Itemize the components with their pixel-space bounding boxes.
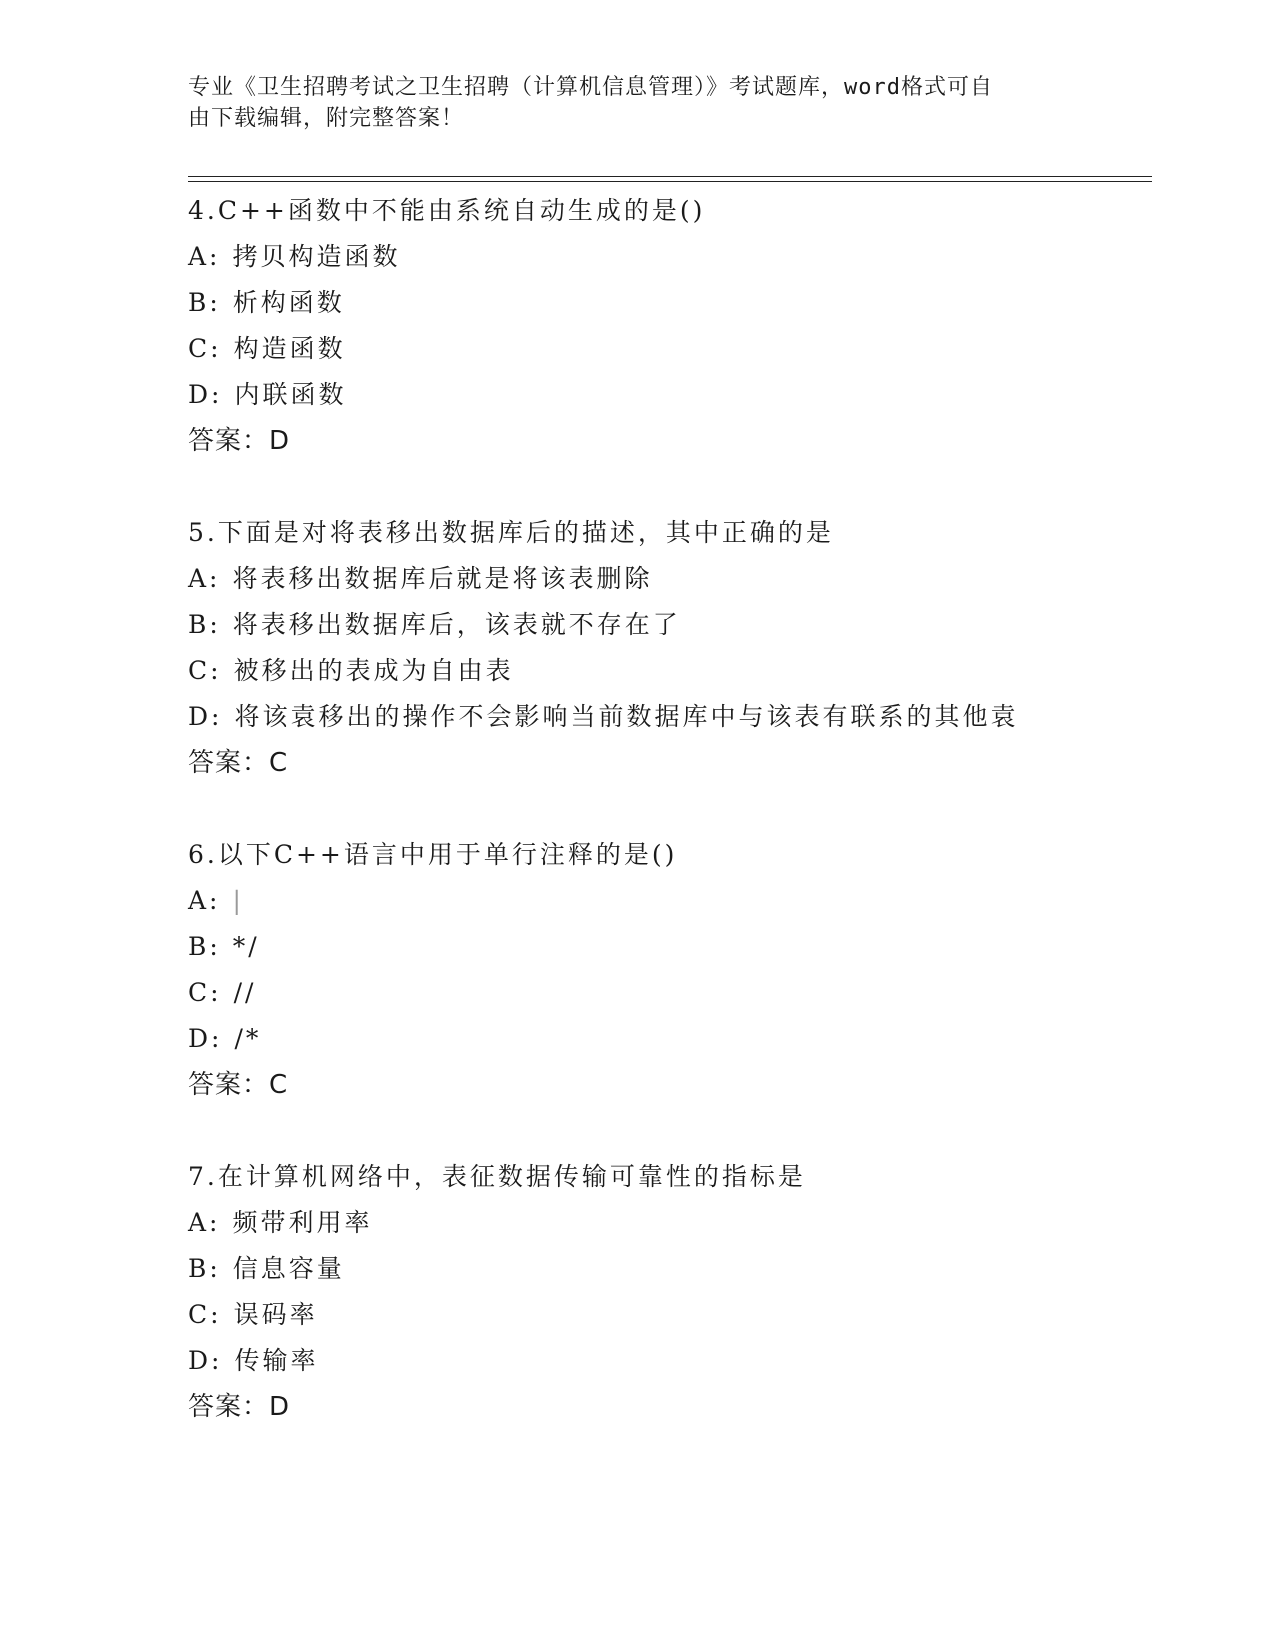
question-title: 7.在计算机网络中，表征数据传输可靠性的指标是	[188, 1162, 806, 1191]
option-a	[188, 878, 1148, 924]
question-5	[188, 510, 1148, 786]
option-text: 频带利用率	[232, 1208, 373, 1237]
header-line-1: 专业《卫生招聘考试之卫生招聘（计算机信息管理）》考试题库，word格式可自	[188, 75, 993, 100]
answer-value: C	[269, 748, 289, 778]
answer-label: 答案：	[188, 1070, 270, 1100]
option-letter: A:	[188, 1208, 221, 1237]
option-letter: D:	[188, 380, 223, 409]
answer-label: 答案：	[188, 426, 270, 456]
option-text: 误码率	[233, 1300, 318, 1329]
option-a	[188, 1200, 1148, 1246]
document-header	[188, 72, 1068, 134]
option-text: /*	[234, 1024, 262, 1053]
answer-line	[188, 740, 1148, 786]
option-a	[188, 234, 1148, 280]
answer-line	[188, 1062, 1148, 1108]
option-d	[188, 694, 1148, 740]
option-letter: D:	[188, 702, 223, 731]
option-a	[188, 556, 1148, 602]
question-7	[188, 1154, 1148, 1430]
option-letter: B:	[188, 1254, 221, 1283]
option-letter: C:	[188, 1300, 222, 1329]
question-list	[188, 188, 1148, 1476]
option-b	[188, 1246, 1148, 1292]
option-letter: B:	[188, 288, 221, 317]
answer-line	[188, 418, 1148, 464]
option-b	[188, 280, 1148, 326]
option-text: */	[232, 932, 260, 961]
option-c	[188, 648, 1148, 694]
option-text: 将表移出数据库后就是将该表删除	[232, 564, 653, 593]
option-b	[188, 602, 1148, 648]
option-d	[188, 1338, 1148, 1384]
answer-label: 答案：	[188, 748, 270, 778]
option-d	[188, 372, 1148, 418]
option-text: 内联函数	[234, 380, 347, 409]
option-text: 被移出的表成为自由表	[233, 656, 514, 685]
question-4	[188, 188, 1148, 464]
answer-value: D	[269, 1392, 291, 1422]
option-letter: B:	[188, 610, 221, 639]
option-letter: D:	[188, 1024, 223, 1053]
option-letter: A:	[188, 886, 221, 915]
header-line-2: 由下载编辑，附完整答案！	[188, 106, 465, 131]
question-title: 5.下面是对将表移出数据库后的描述，其中正确的是	[188, 518, 834, 547]
option-c	[188, 326, 1148, 372]
header-divider-bottom	[188, 181, 1152, 182]
option-c	[188, 1292, 1148, 1338]
option-letter: A:	[188, 242, 221, 271]
option-c	[188, 970, 1148, 1016]
option-text: 拷贝构造函数	[232, 242, 401, 271]
option-letter: D:	[188, 1346, 223, 1375]
question-6	[188, 832, 1148, 1108]
question-title: 4.C++函数中不能由系统自动生成的是()	[188, 196, 706, 225]
header-divider-top	[188, 176, 1152, 177]
option-text: 传输率	[234, 1346, 319, 1375]
option-letter: B:	[188, 932, 221, 961]
option-letter: C:	[188, 978, 222, 1007]
option-letter: C:	[188, 656, 222, 685]
option-letter: A:	[188, 564, 221, 593]
answer-label: 答案：	[188, 1392, 270, 1422]
option-text: 将表移出数据库后，该表就不存在了	[232, 610, 681, 639]
answer-value: C	[269, 1070, 289, 1100]
option-text: |	[232, 886, 244, 915]
question-title: 6.以下C++语言中用于单行注释的是()	[188, 840, 678, 869]
option-letter: C:	[188, 334, 222, 363]
option-d	[188, 1016, 1148, 1062]
option-text: //	[233, 978, 257, 1007]
option-text: 析构函数	[232, 288, 345, 317]
answer-value: D	[269, 426, 291, 456]
answer-line	[188, 1384, 1148, 1430]
option-text: 信息容量	[232, 1254, 345, 1283]
option-text: 构造函数	[233, 334, 346, 363]
option-b	[188, 924, 1148, 970]
option-text: 将该袁移出的操作不会影响当前数据库中与该表有联系的其他袁	[234, 702, 1019, 731]
